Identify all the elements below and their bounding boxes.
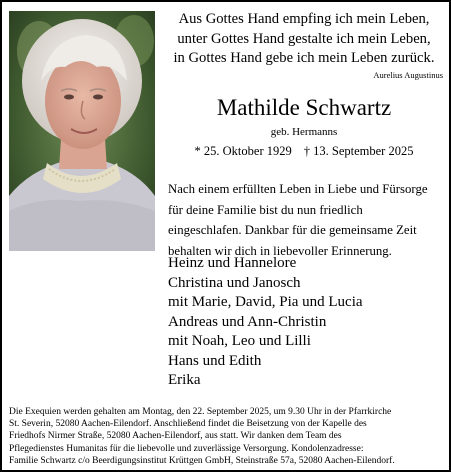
maiden-name: geb. Hermanns bbox=[270, 126, 338, 138]
poem-line: Aus Gottes Hand empfing ich mein Leben, bbox=[178, 11, 430, 27]
mourner-line: mit Marie, David, Pia und Lucia bbox=[168, 294, 363, 310]
mourner-line: Heinz und Hannelore bbox=[168, 255, 297, 271]
birth-date: * 25. Oktober 1929 bbox=[194, 144, 292, 158]
portrait-photo bbox=[9, 11, 155, 251]
mourner-line: Christina und Janosch bbox=[168, 274, 301, 291]
mourner-line: Hans und Edith bbox=[168, 352, 262, 369]
mourner-line: mit Noah, Leo und Lilli bbox=[168, 333, 311, 349]
footer-line: Die Exequien werden gehalten am Montag, den 22. September 2025, um 9.30 Uhr in der Pfarrkirche bbox=[9, 407, 392, 417]
mourners-list bbox=[168, 254, 438, 391]
message-line: eingeschlafen. Dankbar für die gemeinsame Zeit bbox=[168, 223, 417, 237]
death-date: † 13. September 2025 bbox=[303, 144, 414, 158]
message-line: für deine Familie bist du nun friedlich bbox=[168, 202, 363, 217]
footer-line: Pflegedienstes Humanitas für die liebevolle und zuverlässige Versorgung. Kondolenzadresse: bbox=[9, 443, 364, 454]
message-line: Nach einem erfüllten Leben in Liebe und Fürsorge bbox=[168, 182, 428, 196]
message-line: behalten wir dich in liebevoller Erinnerung. bbox=[168, 243, 392, 258]
funeral-details bbox=[9, 406, 445, 467]
farewell-message bbox=[168, 179, 446, 261]
footer-line: St. Severin, 52080 Aachen-Eilendorf. Anschließend findet die Beisetzung von der Kapelle des bbox=[9, 419, 367, 430]
footer-line: Friedhofs Nirmer Straße, 52080 Aachen-Eilendorf, aus statt. Wir danken dem Team des bbox=[9, 431, 342, 442]
footer-line: Familie Schwartz c/o Beerdigungsinstitut Krüttgen GmbH, Steinstraße 57a, 52080 Aachen-Eilendorf. bbox=[9, 455, 395, 466]
poem-line: in Gottes Hand gebe ich mein Leben zurück. bbox=[173, 50, 435, 66]
poem-line: unter Gottes Hand gestalte ich mein Leben, bbox=[177, 30, 431, 47]
life-dates bbox=[162, 144, 446, 159]
mourner-line: Andreas und Ann-Christin bbox=[168, 313, 327, 330]
poem bbox=[162, 10, 446, 69]
mourner-line: Erika bbox=[168, 372, 201, 388]
poem-author: Aurelius Augustinus bbox=[373, 70, 443, 80]
deceased-name: Mathilde Schwartz bbox=[216, 95, 392, 120]
